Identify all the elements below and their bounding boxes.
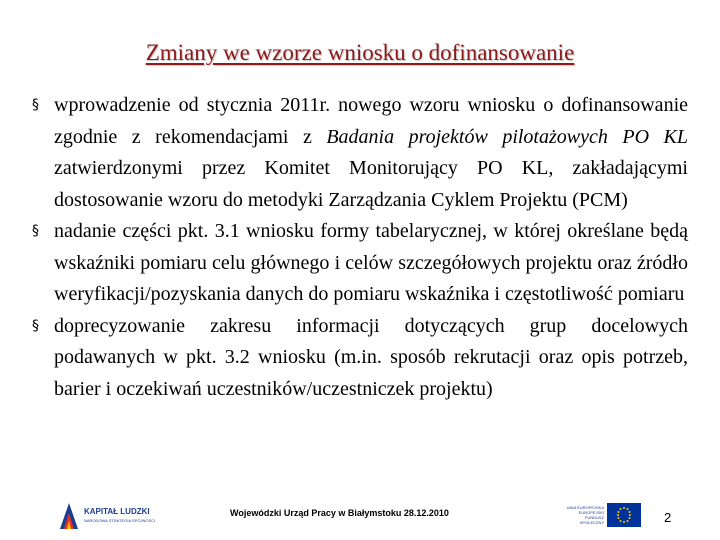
bullet-text-end: zatwierdzonymi przez Komitet Monitorujący PO KL, zakładającymi dostosowanie wzoru do metodyki Zarządzania Cyklem Projektu (PCM) [54,157,688,211]
bullet-marker: § [32,97,39,113]
logo-right-line1: UNIA EUROPEJSKA [566,505,604,510]
bullet-text: wprowadzenie od stycznia 2011r. nowego wzoru wniosku o dofinansowanie zgodnie z rekomendacjami z [54,94,688,148]
bullet-text: nadanie części pkt. 3.1 wniosku formy tabelarycznej, w której określane będą wskaźniki pomiaru celu głównego i celów szczegółowych projektu oraz źródło weryfikacji/pozyskania danych do pomiaru wskaźnika i częstotliwość pomiaru [54,220,688,305]
logo-left-line1: KAPITAŁ LUDZKI [84,507,150,516]
bullet-marker: § [32,317,39,334]
bullet-text: doprecyzowanie zakresu informacji dotyczących grup docelowych podawanych w pkt. 3.2 wniosku (m.in. sposób rekrutacji oraz opis potrzeb, barier i oczekiwań uczestników/uczestniczek projektu) [54,314,688,400]
page-title: Zmiany we wzorze wniosku o dofinansowanie [145,40,575,65]
bullet-emphasis: Badania projektów pilotażowych PO KL [326,125,688,148]
list-item [32,90,688,216]
logo-right-line2: EUROPEJSKI FUNDUSZ SPOŁECZNY [578,510,604,525]
footer-text: Wojewódzki Urząd Pracy w Białymstoku 28.12.2010 [230,508,449,518]
kapital-ludzki-logo-icon [58,501,80,531]
bullet-marker: § [32,223,39,239]
eu-logo [560,500,642,530]
eu-flag-icon [607,503,641,527]
list-item [32,216,688,311]
page-number: 2 [664,510,672,525]
kapital-ludzki-logo [58,499,158,533]
bullet-list [32,90,688,405]
list-item [32,311,688,406]
logo-left-line2: NARODOWA STRATEGIA SPÓJNOŚCI [84,518,156,523]
